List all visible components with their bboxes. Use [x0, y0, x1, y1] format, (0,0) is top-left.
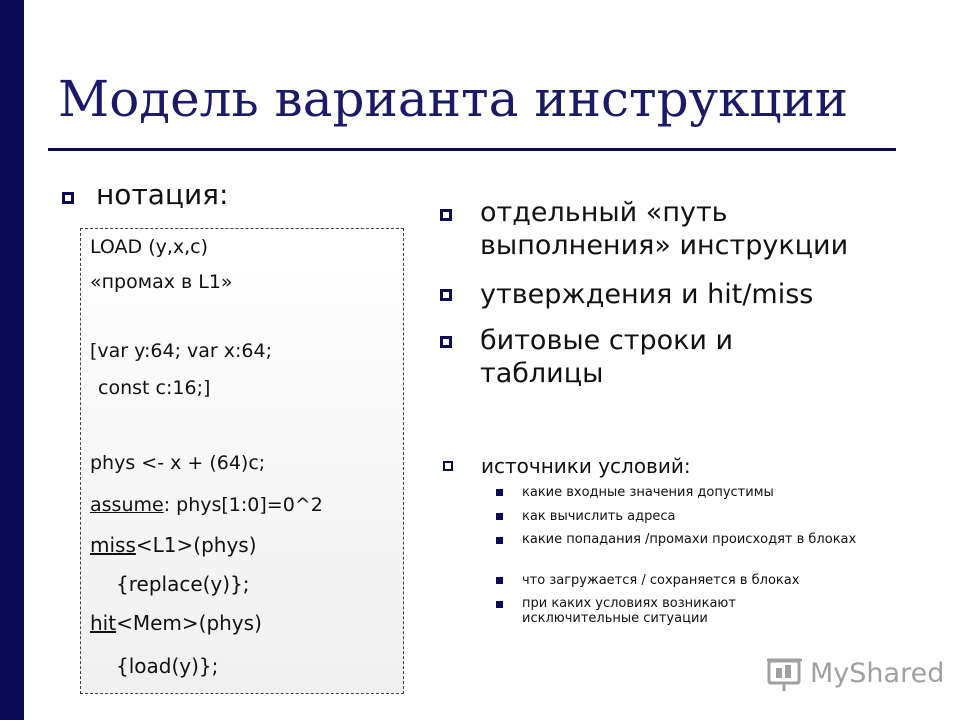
list-item: битовые строки и таблицы — [480, 325, 734, 389]
hollow-square-bullet-icon — [443, 461, 453, 471]
condition-item: как вычислить адреса — [522, 509, 676, 524]
code-line: LOAD (y,x,c) — [90, 236, 209, 258]
code-line-miss — [90, 533, 257, 557]
code-line: [var y:64; var x:64; — [90, 340, 272, 362]
miss-keyword: miss — [90, 533, 136, 557]
square-bullet-icon — [496, 537, 503, 544]
hollow-square-bullet-icon — [62, 192, 74, 204]
square-bullet-icon — [496, 577, 503, 584]
code-line: {replace(y)}; — [116, 572, 250, 596]
conditions-heading: источники условий: — [481, 454, 691, 478]
code-line: {load(y)}; — [116, 654, 219, 678]
hit-expression: <Mem>(phys) — [116, 611, 262, 635]
hollow-square-bullet-icon — [440, 209, 452, 221]
left-accent-bar — [0, 0, 24, 720]
miss-expression: <L1>(phys) — [135, 533, 257, 557]
list-item: отдельный «путь выполнения» инструкции — [480, 197, 849, 261]
hit-keyword: hit — [90, 611, 117, 635]
notation-label: нотация: — [96, 178, 229, 211]
list-item: утверждения и hit/miss — [480, 279, 814, 310]
code-line: phys <- x + (64)c; — [90, 452, 266, 474]
square-bullet-icon — [496, 513, 503, 520]
code-line-assume — [90, 494, 323, 516]
logo-text: MyShared — [810, 658, 945, 689]
assume-expression: : phys[1:0]=0^2 — [163, 494, 323, 516]
code-line: const c:16;] — [92, 377, 211, 399]
code-line: «промах в L1» — [90, 271, 233, 293]
condition-item: какие попадания /промахи происходят в блоках — [522, 532, 857, 547]
hollow-square-bullet-icon — [440, 336, 452, 348]
condition-item: что загружается / сохраняется в блоках — [522, 573, 800, 588]
square-bullet-icon — [496, 601, 503, 608]
assume-keyword: assume — [90, 494, 164, 516]
square-bullet-icon — [496, 489, 503, 496]
hollow-square-bullet-icon — [440, 289, 452, 301]
presentation-board-icon — [766, 656, 806, 694]
slide-title: Модель варианта инструкции — [58, 70, 849, 128]
condition-item: какие входные значения допустимы — [522, 485, 774, 500]
title-divider — [48, 148, 896, 151]
condition-item: при каких условиях возникают исключительные ситуации — [522, 596, 736, 626]
code-line-hit — [90, 611, 262, 635]
myshared-logo — [766, 656, 945, 694]
